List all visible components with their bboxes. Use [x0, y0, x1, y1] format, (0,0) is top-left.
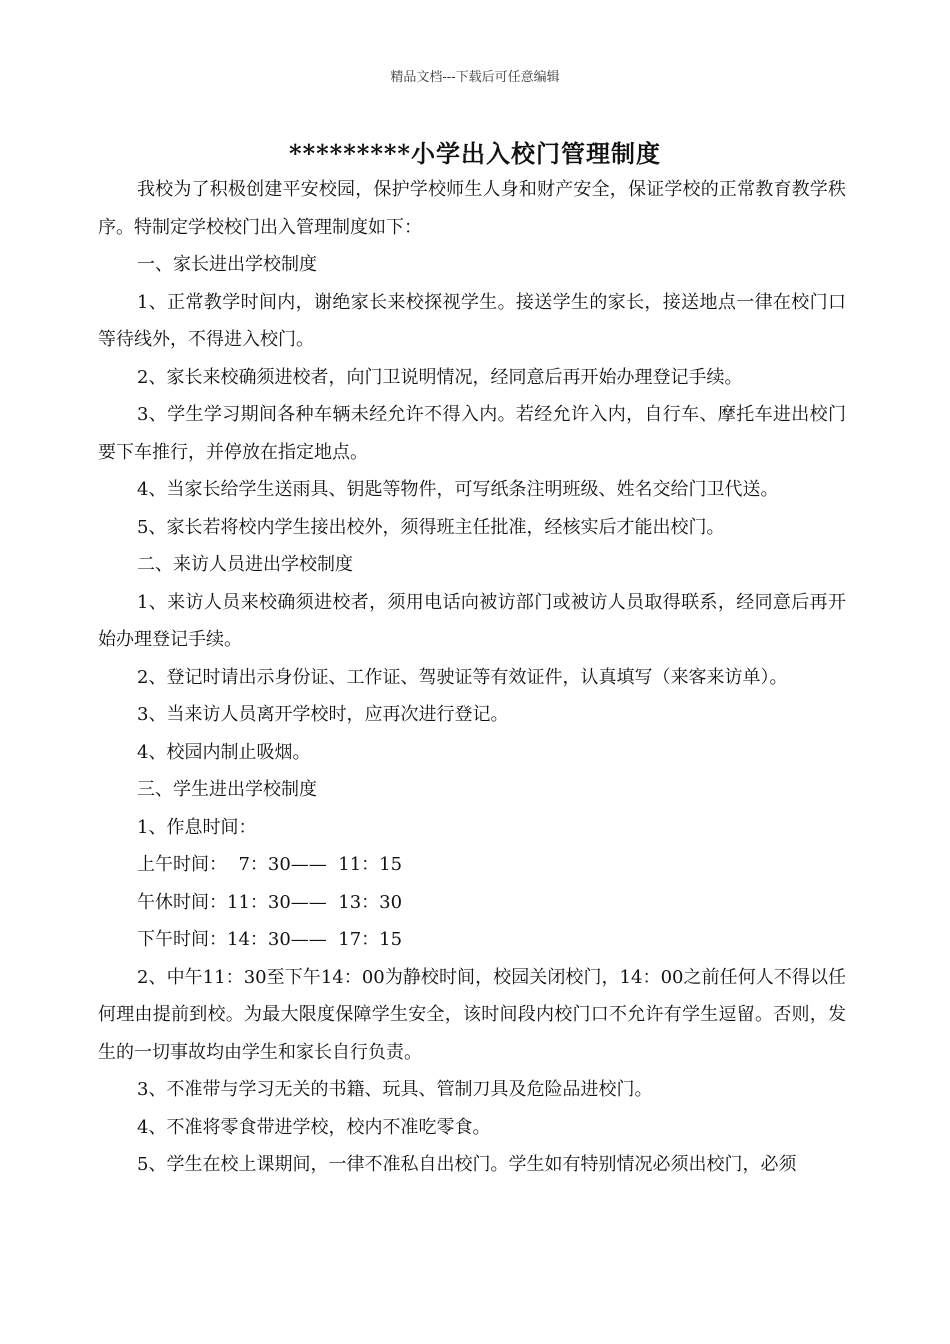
visitors-rule-1: 1、来访人员来校确须进校者，须用电话向被访部门或被访人员取得联系，经同意后再开始办理登记手续。	[98, 591, 846, 650]
schedule-noon-break: 午休时间：11：30—— 13：30	[137, 891, 403, 913]
intro-paragraph: 我校为了积极创建平安校园，保护学校师生人身和财产安全，保证学校的正常教育教学秩序。特制定学校校门出入管理制度如下：	[98, 179, 846, 238]
students-rule-3: 3、不准带与学习无关的书籍、玩具、管制刀具及危险品进校门。	[137, 1079, 653, 1100]
students-rule-2: 2、中午11：30至下午14：00为静校时间，校园关闭校门，14：00之前任何人不得以任何理由提前到校。为最大限度保障学生安全，该时间段内校门口不允许有学生逗留。否则，发生的一切事故均由学生和家长自行负责。	[98, 966, 846, 1063]
parents-rule-1: 1、正常教学时间内，谢绝家长来校探视学生。接送学生的家长，接送地点一律在校门口等待线外，不得进入校门。	[98, 291, 846, 350]
students-rule-5: 5、学生在校上课期间，一律不准私自出校门。学生如有特别情况必须出校门，必须	[137, 1154, 797, 1175]
section-heading-students: 三、学生进出学校制度	[137, 779, 317, 800]
section-heading-parents: 一、家长进出学校制度	[137, 254, 317, 275]
students-rule-4: 4、不准将零食带进学校，校内不准吃零食。	[137, 1116, 491, 1138]
section-heading-visitors: 二、来访人员进出学校制度	[137, 554, 353, 575]
document-title: *********小学出入校门管理制度	[289, 139, 661, 168]
schedule-morning: 上午时间： 7：30—— 11：15	[137, 854, 403, 875]
parents-rule-5: 5、家长若将校内学生接出校外，须得班主任批准，经核实后才能出校门。	[137, 516, 725, 538]
visitors-rule-2: 2、登记时请出示身份证、工作证、驾驶证等有效证件，认真填写（来客来访单）。	[137, 666, 788, 688]
document-body	[98, 171, 846, 1184]
visitors-rule-4: 4、校园内制止吸烟。	[137, 741, 311, 763]
students-rule-1: 1、作息时间：	[137, 816, 257, 838]
page-header-note: 精品文档---下载后可任意编辑	[390, 70, 560, 85]
parents-rule-3: 3、学生学习期间各种车辆未经允许不得入内。若经允许入内，自行车、摩托车进出校门要下车推行，并停放在指定地点。	[98, 404, 846, 463]
parents-rule-4: 4、当家长给学生送雨具、钥匙等物件，可写纸条注明班级、姓名交给门卫代送。	[137, 479, 779, 500]
visitors-rule-3: 3、当来访人员离开学校时，应再次进行登记。	[137, 704, 509, 725]
parents-rule-2: 2、家长来校确须进校者，向门卫说明情况，经同意后再开始办理登记手续。	[137, 366, 743, 388]
schedule-afternoon: 下午时间：14：30—— 17：15	[137, 929, 403, 950]
